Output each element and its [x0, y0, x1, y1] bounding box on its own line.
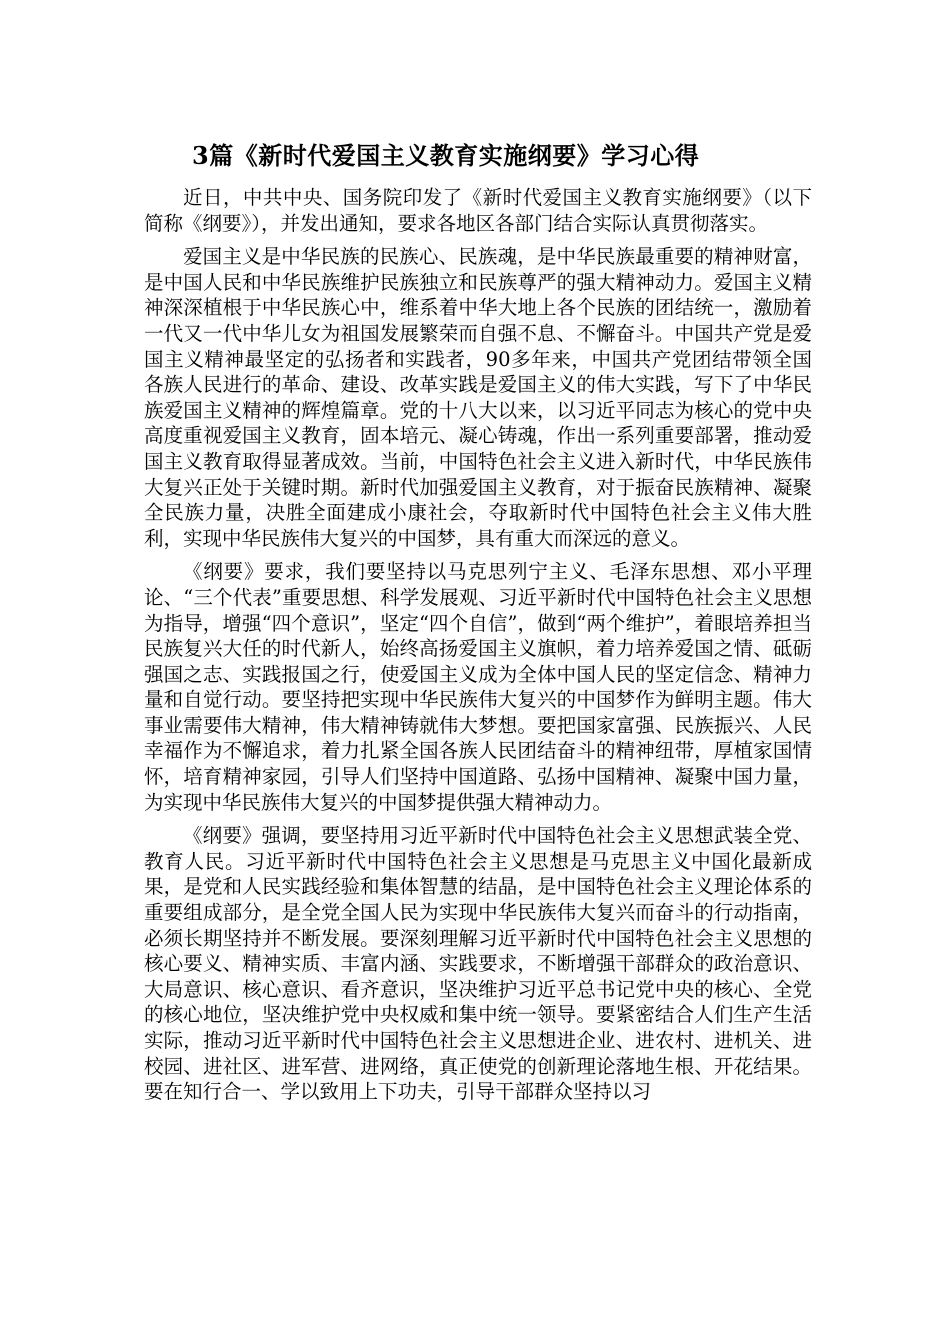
paragraph-2: 爱国主义是中华民族的民族心、民族魂，是中华民族最重要的精神财富，是中国人民和中华民族维护民族独立和民族尊严的强大精神动力。爱国主义精神深深植根于中华民族心中，维系着中华大地上各个民族的团结统一，激励着一代又一代中华儿女为祖国发展繁荣而自强不息、不懈奋斗。中国共产党是爱国主义精神最坚定的弘扬者和实践者，90多年来，中国共产党团结带领全国各族人民进行的革命、建设、改革实践是爱国主义的伟大实践，写下了中华民族爱国主义精神的辉煌篇章。党的十八大以来，以习近平同志为核心的党中央高度重视爱国主义教育，固本培元、凝心铸魂，作出一系列重要部署，推动爱国主义教育取得显著成效。当前，中国特色社会主义进入新时代，中华民族伟大复兴正处于关键时期。新时代加强爱国主义教育，对于振奋民族精神、凝聚全民族力量，决胜全面建成小康社会，夺取新时代中国特色社会主义伟大胜利，实现中华民族伟大复兴的中国梦，具有重大而深远的意义。: [144, 245, 812, 550]
document-body: [144, 185, 812, 1113]
paragraph-4: 《纲要》强调，要坚持用习近平新时代中国特色社会主义思想武装全党、教育人民。习近平新时代中国特色社会主义思想是马克思主义中国化最新成果，是党和人民实践经验和集体智慧的结晶，是中国特色社会主义理论体系的重要组成部分，是全党全国人民为实现中华民族伟大复兴而奋斗的行动指南，必须长期坚持并不断发展。要深刻理解习近平新时代中国特色社会主义思想的核心要义、精神实质、丰富内涵、实践要求，不断增强干部群众的政治意识、大局意识、核心意识、看齐意识，坚决维护习近平总书记党中央的核心、全党的核心地位，坚决维护党中央权威和集中统一领导。要紧密结合人们生产生活实际，推动习近平新时代中国特色社会主义思想进企业、进农村、进机关、进校园、进社区、进军营、进网络，真正使党的创新理论落地生根、开花结果。要在知行合一、学以致用上下功夫，引导干部群众坚持以习: [144, 824, 812, 1104]
document-title: 3篇《新时代爱国主义教育实施纲要》学习心得: [192, 141, 700, 170]
paragraph-1: 近日，中共中央、国务院印发了《新时代爱国主义教育实施纲要》（以下简称《纲要》），并发出通知，要求各地区各部门结合实际认真贯彻落实。: [144, 186, 812, 235]
paragraph-3: 《纲要》要求，我们要坚持以马克思列宁主义、毛泽东思想、邓小平理论、“三个代表”重要思想、科学发展观、习近平新时代中国特色社会主义思想为指导，增强“四个意识”，坚定“四个自信”，做到“两个维护”，着眼培养担当民族复兴大任的时代新人，始终高扬爱国主义旗帜，着力培养爱国之情、砥砺强国之志、实践报国之行，使爱国主义成为全体中国人民的坚定信念、精神力量和自觉行动。要坚持把实现中华民族伟大复兴的中国梦作为鲜明主题。伟大事业需要伟大精神，伟大精神铸就伟大梦想。要把国家富强、民族振兴、人民幸福作为不懈追求，着力扎紧全国各族人民团结奋斗的精神纽带，厚植家国情怀，培育精神家园，引导人们坚持中国道路、弘扬中国精神、凝聚中国力量，为实现中华民族伟大复兴的中国梦提供强大精神动力。: [144, 560, 812, 814]
